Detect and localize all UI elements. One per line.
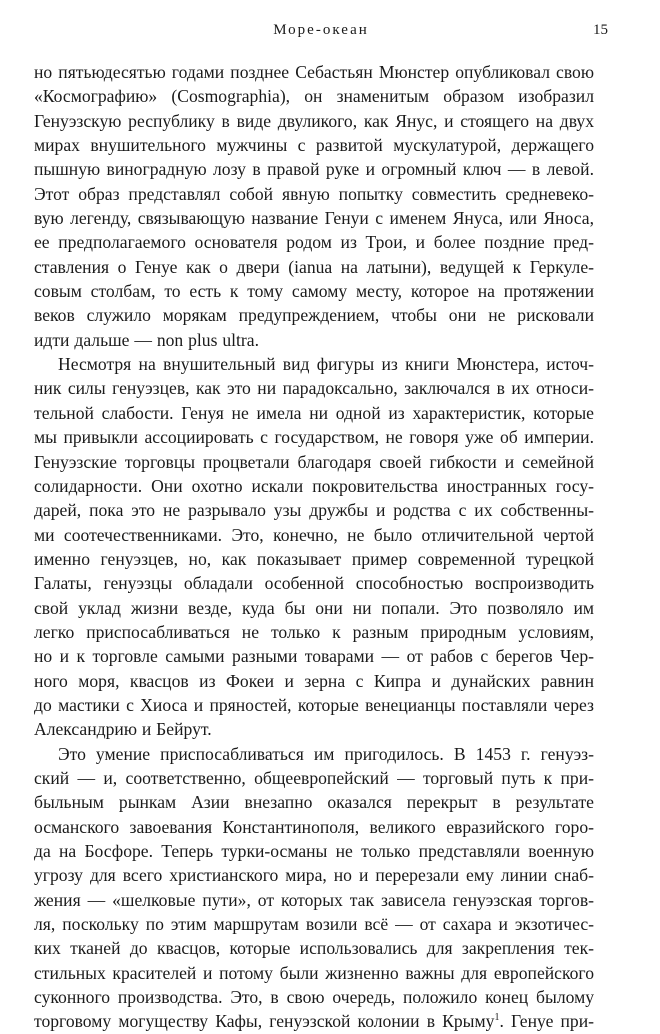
text-line: угрозу для всего христианского мира, но и перерезали ему линии снаб- — [34, 865, 594, 886]
text-line: мирах внушительного мужчины с развитой мускулатурой, держащего — [34, 135, 594, 156]
text-line: Этот образ представлял собой явную попытку совместить средневеко- — [34, 183, 594, 204]
text-line: пышную виноградную лозу в правой руке и огромный ключ — в левой. — [34, 159, 594, 180]
text-line: Генуэзскую республику в виде двуликого, как Янус, и стоящего на двух — [34, 110, 594, 131]
text-line: ми соотечественниками. Это, конечно, не было отличительной чертой — [34, 524, 594, 545]
text-line: ее предполагаемого основателя родом из Трои, и более поздние пред- — [34, 232, 594, 253]
text-line: Это умение приспосабливаться им пригодилось. В 1453 г. генуэз- — [58, 743, 594, 764]
text-line: солидарности. Они охотно искали покровительства иностранных госу- — [34, 475, 594, 496]
text-line: вую легенду, связывающую название Генуи с именем Януса, или Яноса, — [34, 208, 594, 229]
text-line: совым столбам, то есть к тому самому месту, которое на протяжении — [34, 281, 594, 302]
text-line: идти дальше — non plus ultra. — [34, 329, 259, 350]
text-line: но пятьюдесятью годами позднее Себастьян Мюнстер опубликовал свою — [34, 62, 594, 82]
page-number: 15 — [593, 22, 608, 38]
text-line: быльным рынкам Азии внезапно оказался перекрыт в результате — [34, 792, 594, 813]
text-line: дарей, пока это не разрывало узы дружбы и родства с их собственны- — [34, 500, 594, 521]
text-line: свой уклад жизни везде, куда бы они ни попали. Это позволяло им — [34, 597, 594, 618]
text-line: тельной слабости. Генуя не имела ни одной из характеристик, которые — [34, 402, 594, 423]
text-line: но и к торговле самыми разными товарами — от рабов с берегов Чер- — [34, 646, 594, 667]
body-text — [34, 60, 594, 1034]
text-line: веков служило морякам предупреждением, чтобы они не рисковали — [34, 305, 594, 326]
running-header — [34, 22, 608, 42]
footnote-marker[interactable]: 1 — [494, 1012, 500, 1024]
text-line: ного моря, квасцов из Фокеи и зерна с Кипра и дунайских равнин — [34, 670, 594, 691]
text-line-with-footnote — [34, 1009, 594, 1033]
text-line: легко приспосабливаться не только к разным природным условиям, — [34, 621, 594, 642]
text-line: ких тканей до квасцов, которые использовались для закрепления тек- — [34, 938, 594, 959]
text-line: Галаты, генуэзцы обладали особенной способностью воспроизводить — [34, 573, 594, 594]
text-line: ский — и, соответственно, общеевропейский — торговый путь к при- — [34, 767, 594, 788]
text-line: до мастики с Хиоса и пряностей, которые венецианцы поставляли через — [34, 694, 594, 715]
text-line: османского завоевания Константинополя, великого евразийского горо- — [34, 816, 594, 837]
text-line: ставления о Генуе как о двери (ianua на латыни), ведущей к Геркуле- — [34, 256, 594, 277]
text-line: да на Босфоре. Теперь турки-османы не только представляли военную — [34, 841, 594, 861]
text-line: Александрию и Бейрут. — [34, 719, 212, 740]
text-segment: торговому могуществу Кафы, генуэзской колонии в Крыму — [34, 1011, 495, 1032]
text-line: Несмотря на внушительный вид фигуры из книги Мюнстера, источ- — [58, 354, 594, 375]
text-line: суконного производства. Это, в свою очередь, положило конец былому — [34, 987, 594, 1008]
text-line: именно генуэзцев, но, как показывает пример современной турецкой — [34, 548, 594, 569]
text-line: Генуэзские торговцы процветали благодаря своей гибкости и семейной — [34, 451, 594, 472]
text-line: мы привыкли ассоциировать с государством, не говоря уже об империи. — [34, 427, 594, 448]
text-line: ник силы генуэзцев, как это ни парадоксально, заключался в их относи- — [34, 378, 594, 399]
text-line: ля, поскольку по этим маршрутам возили всё — от сахара и экзотичес- — [34, 914, 594, 935]
text-segment: . Генуе при- — [499, 1011, 594, 1032]
text-line: стильных красителей и потому были жизненно важны для европейского — [34, 962, 594, 983]
text-line: жения — «шелковые пути», от которых так зависела генуэзская торгов- — [34, 889, 594, 910]
running-title: Море-океан — [273, 22, 369, 38]
text-line: «Космографию» (Cosmographia), он знаменитым образом изобразил — [34, 86, 594, 107]
